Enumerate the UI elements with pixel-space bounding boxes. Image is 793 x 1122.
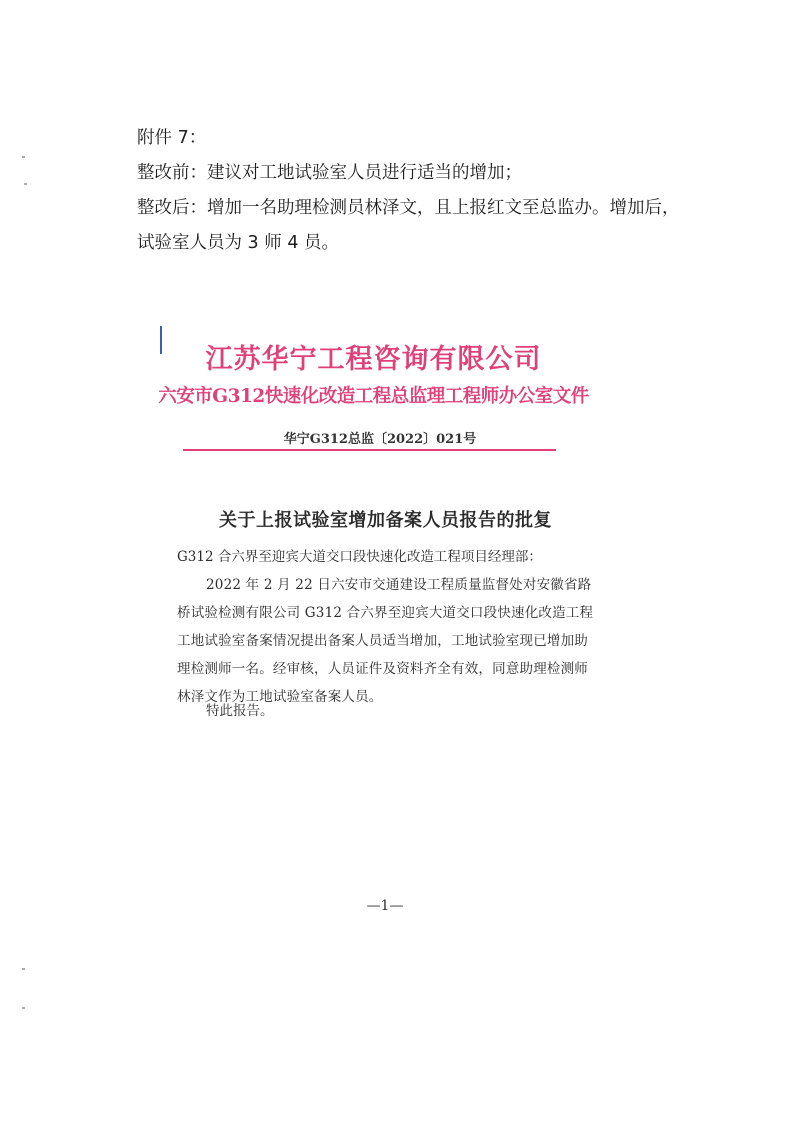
document-heading: 关于上报试验室增加备案人员报告的批复 (219, 510, 552, 531)
company-name: 江苏华宁工程咨询有限公司 (205, 344, 542, 375)
scan-speck (22, 156, 25, 158)
addressee: G312 合六界至迎宾大道交口段快速化改造工程项目经理部： (177, 549, 542, 565)
scan-speck (24, 183, 27, 185)
scan-speck (22, 968, 25, 970)
scan-speck (22, 1007, 25, 1009)
attachment-label: 附件 7： (137, 128, 207, 148)
page-number: —1— (366, 898, 404, 914)
after-rectification-note-continued: 试验室人员为 3 师 4 员。 (137, 233, 340, 253)
body-paragraph: 2022 年 2 月 22 日六安市交通建设工程质量监督处对安徽省路桥试验检测有限公司 G312 合六界至迎宾大道交口段快速化改造工程工地试验室备案情况提出备案人员适当增加，工地试验室现已增加助理检测师一名。经审核，人员证件及资料齐全有效，同意助理检测师林泽文作为工地试验室备案人员。 (177, 577, 594, 705)
document-number: 华宁G312总监〔2022〕021号 (283, 432, 477, 447)
after-rectification-note: 整改后：增加一名助理检测员林泽文，且上报红文至总监办。增加后， (137, 198, 680, 218)
before-rectification-note: 整改前：建议对工地试验室人员进行适当的增加； (137, 163, 522, 183)
letterhead-divider (183, 449, 556, 451)
office-name: 六安市G312快速化改造工程总监理工程师办公室文件 (158, 386, 589, 407)
closing-line: 特此报告。 (206, 703, 274, 719)
